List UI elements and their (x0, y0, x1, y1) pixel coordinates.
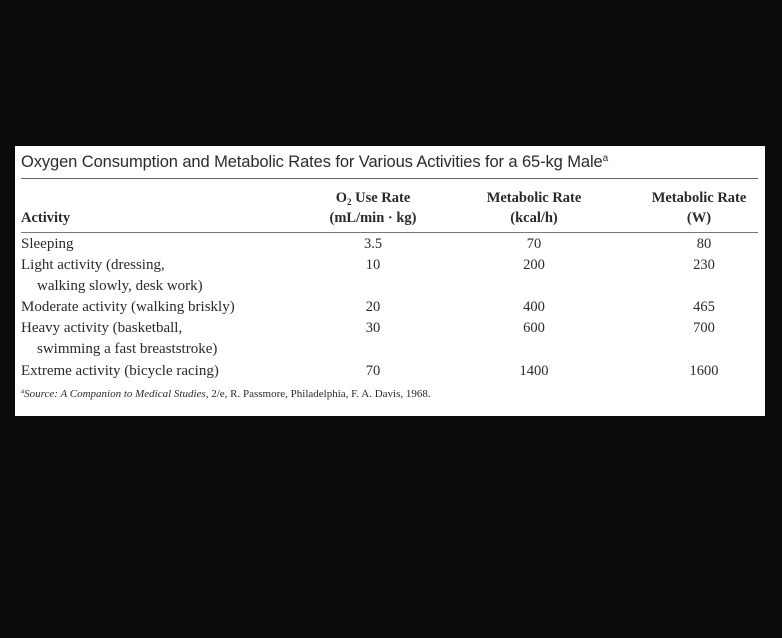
row-2-activity-cont: walking slowly, desk work) (37, 278, 203, 294)
row-1-watt: 80 (696, 236, 712, 252)
header-o2-line2: (mL/min · kg) (329, 210, 417, 226)
footnote-source: Source: A Companion to Medical Studies, (24, 388, 209, 400)
row-2-o2: 10 (365, 257, 381, 273)
header-o2-prefix: O (335, 190, 347, 206)
footnote-citation: 2/e, R. Passmore, Philadelphia, F. A. Davis, 1968. (208, 388, 431, 400)
row-5-o2: 70 (365, 363, 381, 379)
row-4-kcal: 600 (523, 320, 545, 336)
header-o2-suffix: Use Rate (351, 190, 411, 206)
row-4-watt: 700 (693, 320, 715, 336)
row-4-activity: Heavy activity (basketball, (21, 320, 183, 336)
header-watt-line2: (W) (686, 210, 712, 226)
row-1-kcal: 70 (526, 236, 542, 252)
row-1-activity: Sleeping (21, 236, 74, 252)
header-kcal-line2: (kcal/h) (510, 210, 558, 226)
row-3-o2: 20 (365, 299, 381, 315)
row-5-kcal: 1400 (519, 363, 549, 379)
header-rule (21, 232, 758, 233)
header-kcal-line1: Metabolic Rate (486, 190, 582, 206)
table-panel (15, 146, 765, 416)
table-title-text: Oxygen Consumption and Metabolic Rates for Various Activities for a 65-kg Male (21, 153, 603, 171)
row-3-activity: Moderate activity (walking briskly) (21, 299, 235, 315)
footnote-marker: a (21, 387, 25, 395)
row-3-watt: 465 (693, 299, 715, 315)
header-activity: Activity (21, 210, 71, 226)
row-2-watt: 230 (693, 257, 715, 273)
row-1-o2: 3.5 (363, 236, 383, 252)
row-4-activity-cont: swimming a fast breaststroke) (37, 341, 218, 357)
top-rule (21, 178, 758, 179)
table-title (21, 153, 608, 172)
row-2-activity: Light activity (dressing, (21, 257, 165, 273)
row-3-kcal: 400 (523, 299, 545, 315)
row-5-activity: Extreme activity (bicycle racing) (21, 363, 219, 379)
source-footnote (21, 387, 431, 400)
row-5-watt: 1600 (689, 363, 719, 379)
title-footnote-marker: a (602, 153, 609, 164)
header-watt-line1: Metabolic Rate (651, 190, 747, 206)
header-o2-subscript: 2 (346, 197, 352, 207)
row-4-o2: 30 (365, 320, 381, 336)
row-2-kcal: 200 (523, 257, 545, 273)
